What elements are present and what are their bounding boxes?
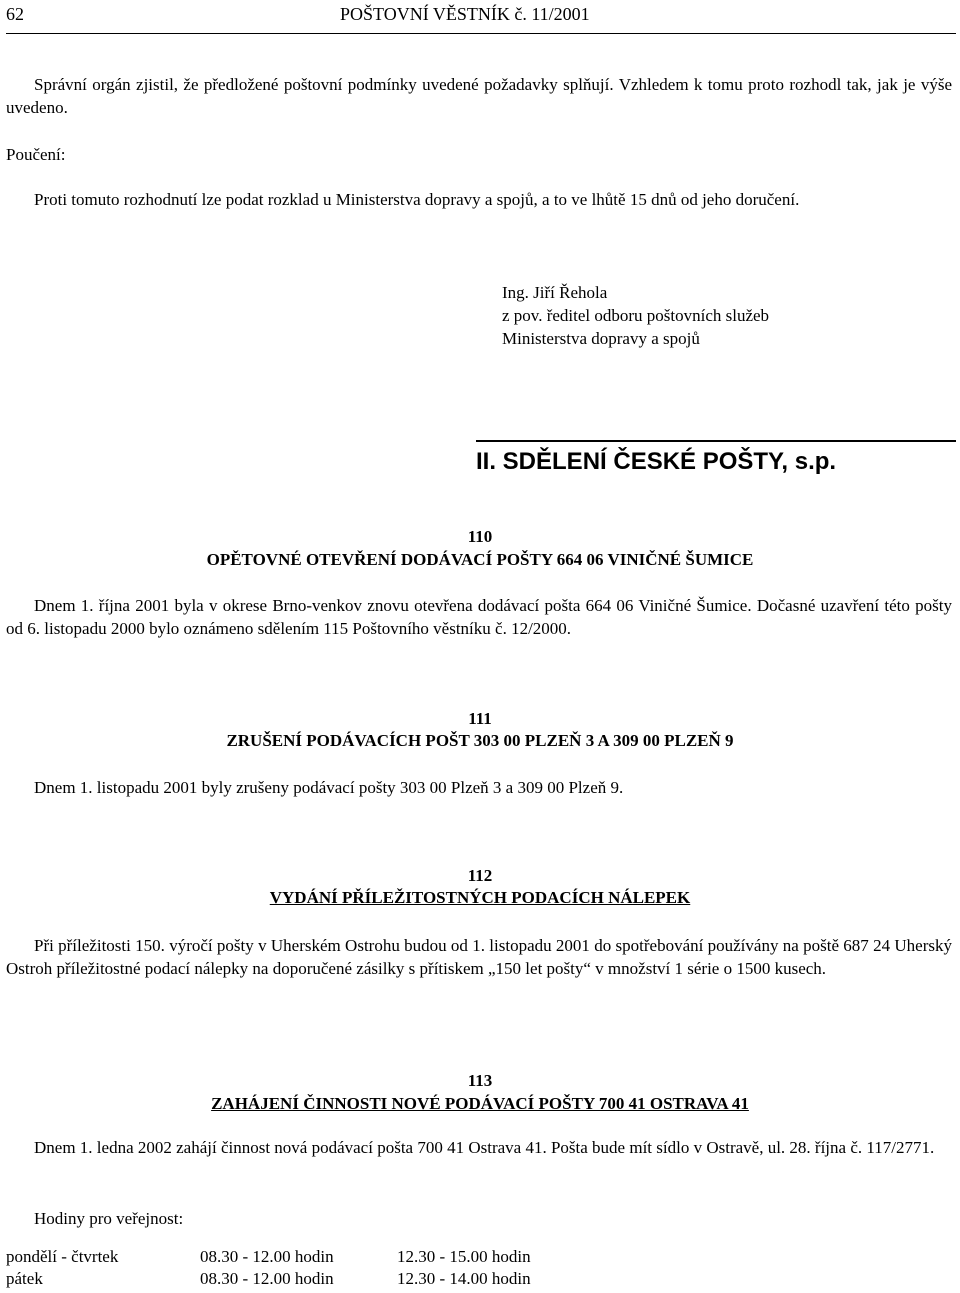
notice-111-title: ZRUŠENÍ PODÁVACÍCH POŠT 303 00 PLZEŇ 3 A 309 00 PLZEŇ 9: [226, 731, 734, 750]
notice-111-number: 111: [468, 709, 492, 728]
section-title: II. SDĚLENÍ ČESKÉ POŠTY, s.p.: [476, 448, 837, 475]
signature-org: Ministerstva dopravy a spojů: [502, 329, 700, 348]
hours-table: [6, 1246, 531, 1290]
notice-110-number: 110: [467, 527, 493, 546]
notice-113-title: ZAHÁJENÍ ČINNOSTI NOVÉ PODÁVACÍ POŠTY 700 41 OSTRAVA 41: [211, 1094, 749, 1113]
signature-role: z pov. ředitel odboru poštovních služeb: [502, 306, 770, 325]
notice-113-body: Dnem 1. ledna 2002 zahájí činnost nová podávací pošta 700 41 Ostrava 41. Pošta bude mít sídlo v Ostravě, ul. 28. října č. 117/2771.: [34, 1138, 935, 1157]
hours-morning: 08.30 - 12.00 hodin: [200, 1269, 334, 1288]
signature-name: Ing. Jiří Řehola: [502, 283, 608, 302]
hours-afternoon: 12.30 - 14.00 hodin: [397, 1269, 531, 1288]
hours-days: pondělí - čtvrtek: [6, 1247, 119, 1266]
section-divider: [476, 440, 956, 442]
hours-afternoon: 12.30 - 15.00 hodin: [397, 1247, 531, 1266]
notice-112-body: Při příležitosti 150. výročí pošty v Uherském Ostrohu budou od 1. listopadu 2001 do spotřebování používány na poště 687 24 Uherský Ostroh příležitostné podací nálepky na doporučené zásilky s přítiskem „150 let pošty“ v množství 1 série o 1500 kusech.: [6, 936, 952, 978]
notice-111-body: Dnem 1. listopadu 2001 byly zrušeny podávací pošty 303 00 Plzeň 3 a 309 00 Plzeň 9.: [34, 778, 624, 797]
hours-days: pátek: [6, 1269, 43, 1288]
hours-morning: 08.30 - 12.00 hodin: [200, 1247, 334, 1266]
hours-row: [6, 1268, 531, 1290]
notice-110-body: Dnem 1. října 2001 byla v okrese Brno-venkov znovu otevřena dodávací pošta 664 06 Viničné Šumice. Dočasné uzavření této pošty od 6. listopadu 2000 bylo oznámeno sdělením 115 Poštovního věstníku č. 12/2000.: [6, 596, 952, 638]
instruction-label: Poučení:: [6, 145, 66, 164]
hours-row: [6, 1246, 531, 1268]
hours-label: Hodiny pro veřejnost:: [34, 1209, 184, 1228]
journal-title: POŠTOVNÍ VĚSTNÍK č. 11/2001: [340, 4, 590, 24]
intro-paragraph: Správní orgán zjistil, že předložené poštovní podmínky uvedené požadavky splňují. Vzhledem k tomu proto rozhodl tak, jak je výše uvedeno.: [6, 75, 952, 117]
notice-112-number: 112: [467, 866, 493, 885]
header-divider: [6, 33, 956, 34]
notice-112-title: VYDÁNÍ PŘÍLEŽITOSTNÝCH PODACÍCH NÁLEPEK: [269, 888, 691, 907]
notice-110-title: OPĚTOVNÉ OTEVŘENÍ DODÁVACÍ POŠTY 664 06 VINIČNÉ ŠUMICE: [206, 550, 754, 569]
page-number: 62: [6, 4, 24, 24]
signature-block: [502, 281, 769, 350]
instruction-text: Proti tomuto rozhodnutí lze podat rozklad u Ministerstva dopravy a spojů, a to ve lhůtě 15 dnů od jeho doručení.: [34, 190, 800, 209]
notice-113-number: 113: [467, 1071, 493, 1090]
